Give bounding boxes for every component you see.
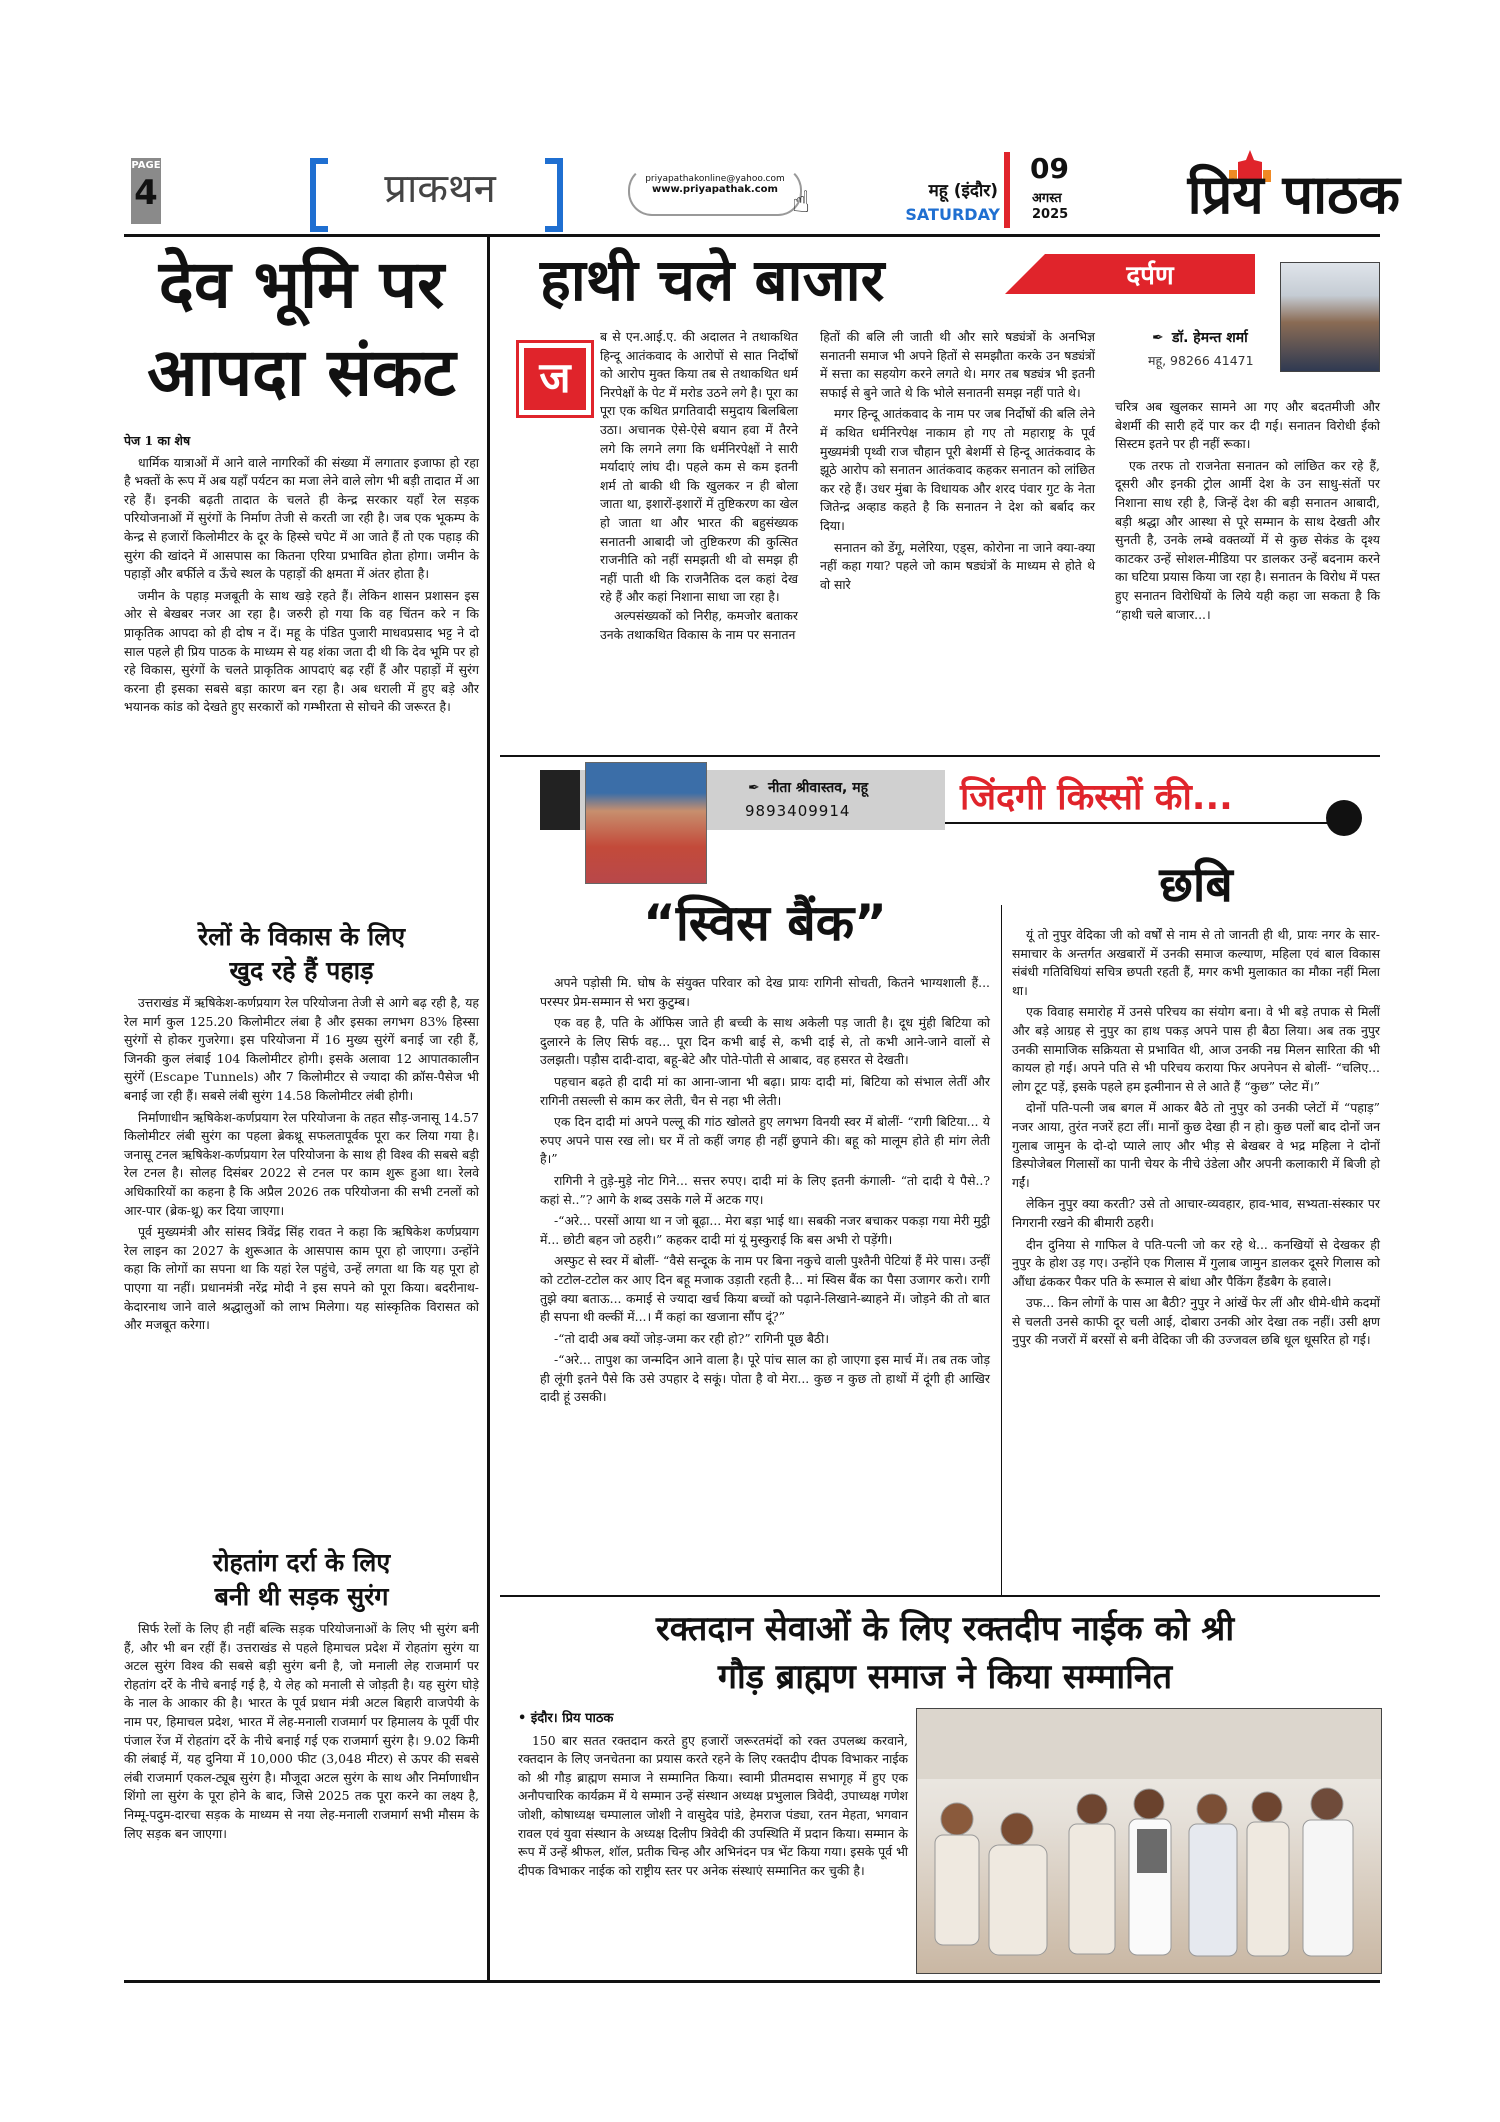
section-bracket-left [310,158,328,232]
section-bracket-right [545,158,563,232]
darpan-col-3 [1115,398,1380,627]
rohtang-article-body [124,1620,479,1846]
paragraph: एक वह है, पति के ऑफिस जाते ही बच्ची के साथ अकेली पड़ जाती है। दूध मुंही बिटिया को दुलारने के लिए सिर्फ वह... पूरा दिन कभी बाई से, कभी दाई से, तो कभी आने-जाने वालों से उलझती। पड़ौस दादी-दादा, बहू-बेटे और पोते-पोती से आबाद, वह हसरत से देखती। [540,1015,990,1068]
dateline: • इंदौर। प्रिय पाठक [518,1711,614,1726]
story1-title: “स्विस बैंक” [642,894,888,952]
darpan-author: डॉ. हेमन्त शर्मा [1172,330,1248,346]
author-photo-zindagi [585,762,707,884]
section-title: प्राकथन [384,166,496,212]
paragraph: लेकिन नुपुर क्या करती? उसे तो आचार-व्यवहार, हाव-भाव, सभ्यता-संस्कार पर निगरानी रखने की बीमारी ठहरी। [1012,1196,1380,1230]
zindagi-phone: 9893409914 [745,802,851,820]
paragraph: दीन दुनिया से गाफिल वे पति-पत्नी जो कर रहे थे... कनखियों से देखकर ही नुपुर के होश उड़ गए। उन्होंने एक गिलास में गुलाब जामुन डालकर दूसरे गिलास को औंधा ढंककर पैकर पति के रूमाल से बांधा और पैकिंग हैंडबैग के हवाले। [1012,1236,1380,1289]
dropcap: ज [524,348,586,410]
paragraph: 150 बार सतत रक्तदान करते हुए हजारों जरूरतमंदों को रक्त उपलब्ध करवाने, रक्तदान के लिए जनचेतना का प्रयास करते रहने के लिए रक्तदीप दीपक विभाकर नाईक को श्री गौड़ ब्राह्मण समाज ने सम्मानित किया। स्वामी प्रीतमदास सभागृह में हुए एक अनौपचारिक कार्यक्रम में ये सम्मान उन्हें संस्थान अध्यक्ष प्रभुलाल त्रिवेदी, उपाध्यक्ष गणेश जोशी, कोषाध्यक्ष चम्पालाल जोशी ने वासुदेव पांडे, हेमराज पंड्या, रतन मेहता, भगवान रावल एवं युवा संस्थान के अध्यक्ष दिलीप त्रिवेदी की उपस्थिति में प्रदान किया। सम्मान के रूप में उन्हें श्रीफल, शॉल, प्रतीक चिन्ह और अभिनंदन पत्र भेंट किया गया। इसके पूर्व भी दीपक विभाकर नाईक को राष्ट्रीय स्तर पर अनेक संस्थाएं सम्मानित कर चुकी है। [518,1732,908,1878]
author-photo-darpan [1280,262,1380,372]
paragraph: -“तो दादी अब क्यों जोड़-जमा कर रही हो?” रागिनी पूछ बैठी। [554,1330,830,1346]
zindagi-author: नीता श्रीवास्तव, महू [768,780,869,796]
pen-icon: ✒ [1152,330,1164,346]
paragraph: एक तरफ तो राजनेता सनातन को लांछित कर रहे हैं, दूसरी और इनकी ट्रोल आर्मी देश के उन साधु-संतों पर निशाना साध रही है, जिन्हें देश की बड़ी सनातन आबादी, बड़ी श्रद्धा और आस्था से पूरे सम्मान के साथ देखती और सुनती है, उनके लम्बे वक्तव्यों में से कुछ सेकंड के दृश्य काटकर उन्हें सोशल-मीडिया पर डालकर उन्हें बदनाम करने का घटिया प्रयास किया जा रहा है। सनातन के विरोध में पस्त हुए सनातन विरोधियों के लिये यही कहा जा सकता है कि “हाथी चले बाजार...। [1115,457,1380,622]
paragraph: एक दिन दादी मां अपने पल्लू की गांठ खोलते हुए लगभग विनयी स्वर में बोलीं- “रागी बिटिया... ये रुपए अपने पास रख लो। घर में तो कहीं जगह ही नहीं छुपाने की। बहू को मालूम होते ही मांग लेती है।” [540,1114,990,1167]
paragraph: हितों की बलि ली जाती थी और सारे षड्यंत्रों के अनभिज्ञ सनातनी समाज भी अपने हितों से समझौता करके उन षड्यंत्रों में सत्ता का सहयोग करने लगते थे। मगर तब षड्यंत्र भी इतनी सफाई से बुने जाते थे कि भोले सनातनी समझ नहीं पाते थे। [820,329,1095,400]
story2-body [1012,926,1380,1353]
paragraph: सिर्फ रेलों के लिए ही नहीं बल्कि सड़क परियोजनाओं के लिए भी सुरंग बनी हैं, और भी बन रहीं हैं। उत्तराखंड से पहले हिमाचल प्रदेश में रोहतांग सुरंग या अटल सुरंग विश्व की सबसे बड़ी सुरंग बनी है, जो मनाली लेह राजमार्ग पर रोहतांग दर्रे के नीचे बनाई गई है, ये लेह को मनाली से जोड़ती है। यह सुरंग घोड़े के नाल के आकार की है। भारत के पूर्व प्रधान मंत्री अटल बिहारी वाजपेयी के नाम पर, हिमाचल प्रदेश, भारत में लेह-मनाली राजमार्ग पर हिमालय के पूर्वी पीर पंजाल रेंज में रोहतांग दर्रे के नीचे बनाई गई एक राजमार्ग सुरंग है। 9.02 किमी की लंबाई में, यह दुनिया में 10,000 फीट (3,048 मीटर) से ऊपर की सबसे लंबी राजमार्ग एकल-ट्यूब सुरंग है। मौजूदा अटल सुरंग के साथ और निर्माणाधीन शिंगो ला सुरंग के पूरा होने के बाद, जिसे 2025 तक पूरा करने का लक्ष्य है, निम्मू-पदुम-दारचा सड़क के माध्यम से नया लेह-मनाली राजमार्ग सभी मौसम के लिए सड़क बन जाएगा। [124,1621,479,1841]
paragraph: सनातन को डेंगू, मलेरिया, एड्स, कोरोना ना जाने क्या-क्या नहीं कहा गया? पहले जो काम षड्यंत्रों के माध्यम से होते थे वो सारे [820,539,1095,592]
paragraph: धार्मिक यात्राओं में आने वाले नागरिकों की संख्या में लगातार इजाफा हो रहा है भक्तों के रूप में अब यहाँ पर्यटन का मजा लेने वाले लोग भी बड़ी तादात में आ रहे हैं। इनकी बढ़ती तादात के चलते ही केन्द्र सरकार यहाँ रेल सड़क परियोजनाओं में सुरंगों के निर्माण तेजी से करती जा रही है। जब एक भूकम्प के केन्द्र से हजारों किलोमीटर के दूर के हिस्से चपेट में आ जाते हैं तो एक पहाड़ की सुरंग की खांदने में आसपास का कितना एरिया प्रभावित होता होगा। जमीन के पहाड़ों और बर्फीले व ऊँचे स्थल के पहाड़ों की क्षमता में अंतर होता है। [124,454,479,582]
paragraph: निर्माणाधीन ऋषिकेश-कर्णप्रयाग रेल परियोजना के तहत सौड़-जनासू 14.57 किलोमीटर लंबी सुरंग का पहला ब्रेकथ्रू सफलतापूर्वक पूरा कर लिया गया है। जनासू टनल ऋषिकेश-कर्णप्रयाग रेल परियोजना के साथ ही विश्व की सबसे बड़ी रेल टनल है। सोलह दिसंबर 2022 से टनल पर काम शुरू हुआ था। रेलवे अधिकारियों का कहना है कि अप्रैल 2026 तक परियोजना की सभी टनलों को आर-पार (ब्रेक-थ्रू) कर दिया जाएगा। [124,1109,479,1218]
paragraph: -“अरे... तापुश का जन्मदिन आने वाला है। पूरे पांच साल का हो जाएगा इस मार्च में। तब तक जोड़ ही लूंगी इतने पैसे कि उसे उपहार दे सकूं। पोता है वो मेरा... कुछ न कुछ तो हाथों में दूंगी ही आखिर दादी हूं उसकी। [540,1352,990,1405]
bottom-headline-2: गौड़ ब्राह्मण समाज ने किया सम्मानित [717,1657,1173,1697]
paragraph: उफ... किन लोगों के पास आ बैठी? नुपुर ने आंखें फेर लीं और धीमे-धीमे कदमों से चलती उनसे काफी दूर चली आई, दोबारा उनकी ओर देखा तक नहीं। उसी क्षण नुपुर की नजरों में बरसों से बनी वेदिका जी की उज्जवल छबि धूल धूसरित हो गई। [1012,1295,1380,1348]
contact-email: priyapathakonline@yahoo.com [645,174,785,184]
paragraph: ब से एन.आई.ए. की अदालत ने तथाकथित हिन्दू आतंकवाद के आरोपों से सात निर्दोषों को आरोप मुक्त किया तब से तथाकथित धर्म निरपेक्षों के पेट में मरोड उठने लगे है। पूरा का पूरा एक कथित प्रगतिवादी समुदाय बिलबिला उठा। अचानक ऐसे-ऐसे बयान हवा में तैरने लगे कि लगने लगा कि धर्मनिरपेक्षों ने सारी मर्यादाएं लांघ दी। पहले कम से कम इतनी शर्म तो बाकी थी कि खुलकर न ही बोला जाता था, इशारों-इशारों में तुष्टिकरण का खेल हो जाता था और भारत की बहुसंख्यक सनातनी आबादी जो तुष्टिकरण की कुत्सित राजनीति को नहीं समझती थी वो समझ ही नहीं पाती थी कि राजनैतिक दल कहां देख रहे हैं और कहां निशाना साधा जा रहा है। [600,329,798,605]
left-article-title-1: देव भूमि पर [158,246,445,323]
banner-dot [1326,800,1362,836]
zindagi-band-dark [540,770,580,830]
paragraph: उत्तराखंड में ऋषिकेश-कर्णप्रयाग रेल परियोजना तेजी से आगे बढ़ रही है, यह रेल मार्ग कुल 125.20 किलोमीटर लंबा है और इसका लगभग 83% हिस्सा सुरंगों से होकर गुजरेगा। इस परियोजना में 16 मुख्य सुरंगें बनाई जा रही हैं, जिनकी कुल लंबाई 104 किलोमीटर होगी। इसके अलावा 12 आपातकालीन सुरंगें (Escape Tunnels) और 7 किलोमीटर से ज्यादा की क्रॉस-पैसेज भी बनाई जा रही हैं। सबसे लंबी सुरंग 14.58 किलोमीटर लंबी होगी। [124,995,479,1103]
bottom-news-body [518,1710,908,1883]
darpan-author-phone: महू, 98266 41471 [1148,353,1254,368]
page-number: 4 [134,173,158,213]
subhead-rail: रेलों के विकास के लिए खुद रहे हैं पहाड़ [197,922,406,985]
dateline-city: महू (इंदौर) [928,181,998,201]
date-month: अगस्त [1032,191,1062,206]
paragraph: अल्पसंख्यकों को निरीह, कमजोर बताकर उनके तथाकथित विकास के नाम पर सनातन [600,607,798,642]
paragraph: रागिनी ने तुड़े-मुड़े नोट गिने... सत्तर रुपए। दादी मां के लिए इतनी कंगाली- “तो दादी ये पैसे..? कहां से..”? आगे के शब्द उसके गले में अटक गए। [540,1172,990,1207]
felicitation-photo [916,1708,1382,1974]
darpan-col-1 [600,328,798,647]
page-number-box [131,158,161,224]
rail-article-body [124,994,479,1338]
hand-pointer-icon: ☝ [792,185,811,220]
paragraph: यूं तो नुपुर वेदिका जी को वर्षों से नाम से तो जानती ही थी, प्रायः नगर के सार-समाचार के अन्तर्गत अखबारों में उनकी समाज कल्याण, महिला एवं बाल विकास संबंधी गतिविधियां सचित्र छपती रहती हैं, मगर कभी मुलाकात का मौका नहीं मिला था। [1012,927,1380,998]
darpan-col-2 [820,328,1095,597]
paragraph: पहचान बढ़ते ही दादी मां का आना-जाना भी बढ़ा। प्रायः दादी मां, बिटिया को संभाल लेतीं और रागिनी तसल्ली से काम कर लेती, चैन से नहा भी लेती। [540,1073,990,1108]
page-label: PAGE [131,160,161,171]
darpan-tag [1005,254,1255,294]
newspaper-logo: प्रिय पाठक [1187,163,1400,226]
paragraph: -“अरे... परसों आया था न जो बूढ़ा... मेरा बड़ा भाई था। सबकी नजर बचाकर पकड़ा गया मेरी मुट्ठी में... छोटी बहन जो ठहरी।” कहकर दादी मां यूं मुस्कुराई कि बस अभी रो पड़ेंगी। [540,1213,990,1247]
zindagi-banner: जिंदगी किस्सों की... [960,777,1233,818]
paragraph: मगर हिन्दू आतंकवाद के नाम पर जब निर्दोषों की बलि लेने में कथित धर्मनिरपेक्ष नाकाम हो गए तो महाराष्ट्र के पूर्व मुख्यमंत्री पृथ्वी राज चौहान पूरी बेशर्मी से हिन्दू आतंकवाद के झूठे आरोप को सनातन आतंकवाद कहकर सनातन को लांछित कर रहे हैं। उधर मुंबा के विधायक और शरद पंवार गुट के नेता जितेन्द्र अव्हाड कहते है कि सनातन ने देश को बर्बाद कर दिया। [820,406,1095,533]
contact-website: www.priyapathak.com [652,184,778,195]
left-article-title-2: आपदा संकट [147,334,456,411]
darpan-tag-label: दर्पण [1126,261,1174,291]
dropcap-box [516,340,594,418]
left-article-body [124,432,479,720]
continued-label: पेज 1 का शेष [124,433,191,448]
story1-body [540,974,990,1410]
paragraph: अपने पड़ोसी मि. घोष के संयुक्त परिवार को देख प्रायः रागिनी सोचती, कितने भाग्यशाली हैं... परस्पर प्रेम-सम्मान से भरा कुटुम्ब। [540,975,990,1009]
paragraph: जमीन के पहाड़ मजबूती के साथ खड़े रहते हैं। लेकिन शासन प्रशासन इस ओर से बेखबर नजर आ रहा है। जरुरी हो गया कि वह चिंतन करे न कि प्राकृतिक आपदा को ही दोष न दें। महू के पंडित पुजारी माधवप्रसाद भट्ट ने दो साल पहले ही प्रिय पाठक के माध्यम से यह शंका जता दी थी कि देव भूमि पर हो रहे विकास, सुरंगों के चलते प्राकृतिक आपदाएं बढ़ रहीं हैं और पहाड़ों में सुरंग करना ही इसका सबसे बड़ा कारण बन रहा है। अब धराली में हुए बड़े और भयानक कांड को देखते हुए सरकारों को गम्भीरता से सोचने की जरूरत है। [124,587,479,715]
bottom-headline-1: रक्तदान सेवाओं के लिए रक्तदीप नाईक को श्री [655,1609,1235,1649]
paragraph: चरित्र अब खुलकर सामने आ गए और बदतमीजी और बेशर्मी की सारी हदें पार कर दी गई। सनातन विरोधी ईको सिस्टम इतने पर ही नहीं रूका। [1115,399,1380,452]
darpan-headline: हाथी चले बाजार [540,246,885,314]
date-divider [1004,152,1010,228]
paragraph: अस्फुट से स्वर में बोलीं- “वैसे सन्दूक के नाम पर बिना नकुचे वाली पुश्तैनी पेटियां हैं मेरे पास। उन्हीं को टटोल-टटोल कर आए दिन बहू मजाक उड़ाती रहती है... मां स्विस बैंक का पैसा उजागर करो। रागी तुझे क्या बताऊ... कमाई से ज्यादा खर्च किया बच्चों को पढ़ाने-लिखाने-ब्याहने में। जोड़ने की तो बात ही सपना थी क्ल्कीं में...। मैं कहां का खजाना सौंप दूं?” [540,1253,990,1325]
date-year: 2025 [1032,207,1069,222]
subhead-rohtang: रोहतांग दर्रा के लिए बनी थी सड़क सुरंग [212,1548,391,1611]
paragraph: पूर्व मुख्यमंत्री और सांसद त्रिवेंद्र सिंह रावत ने कहा कि ऋषिकेश कर्णप्रयाग रेल लाइन का 2027 के शुरूआत के आसपास काम पूरा हो जाएगा। उन्होंने कहा कि लोगों का सपना था कि यहां रेल पहुंचे, उन्हें लगता था कि यह पूरा हो पाएगा या नहीं। प्रधानमंत्री नरेंद्र मोदी ने इस सपने को पूरा किया। बदरीनाथ-केदारनाथ जाने वाले श्रद्धालुओं को लाभ मिलेगा। यह सांस्कृतिक विरासत को और मजबूत करेगा। [124,1224,479,1333]
contact-badge [628,166,802,216]
dateline-weekday: SATURDAY [905,205,1000,224]
date-day: 09 [1030,152,1069,185]
pen-icon: ✒ [748,780,760,796]
paragraph: एक विवाह समारोह में उनसे परिचय का संयोग बना। वे भी बड़े तपाक से मिलीं और बड़े आग्रह से नुपुर का हाथ पकड़ अपने पास ही बैठा लिया। अब तक नुपुर उनकी सामाजिक सक्रियता से प्रभावित थी, आज उनकी नम्र मिलन सारिता की भी कायल हो गई। अपने पति से भी परिचय कराया फिर अपनेपन से बोलीं- “चलिए... लोग टूट पड़ें, इसके पहले हम इत्मीनान से ले आते हैं “कुछ” प्लेट में।” [1012,1004,1380,1094]
paragraph: दोनों पति-पत्नी जब बगल में आकर बैठे तो नुपुर को उनकी प्लेटों में “पहाड़” नजर आया, तुरंत नजरें हटा लीं। मानों कुछ देखा ही न हो। कुछ पलों बाद दोनों जन गुलाब जामुन के दो-दो प्याले लाए और भीड़ से बेखबर वे भद्र महिला ने दोनों डिस्पोजेबल गिलासों का पानी चेयर के नीचे उंडेला और अपनी कलाकारी में बिजी हो गईं। [1012,1100,1380,1190]
story2-title: छबि [1159,857,1233,913]
